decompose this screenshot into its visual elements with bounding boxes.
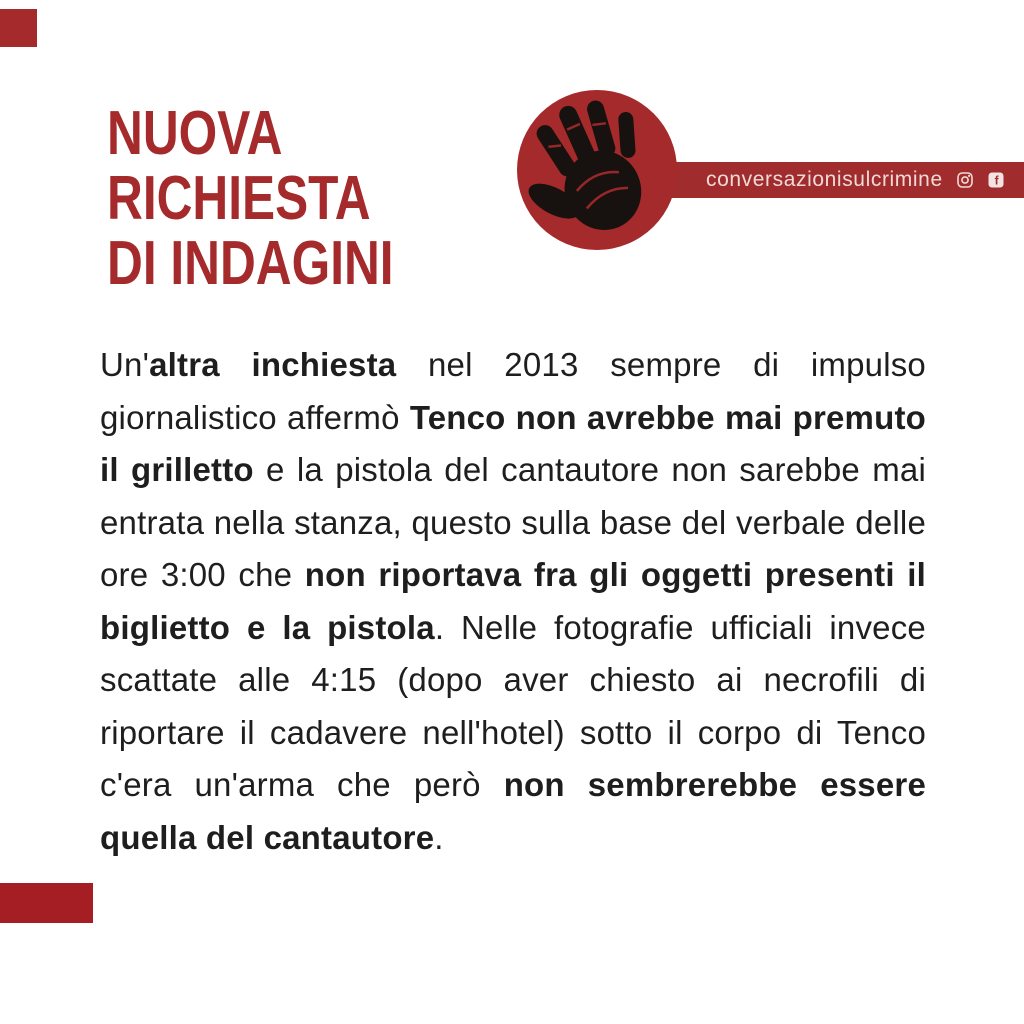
paragraph-segment: e la pistola del cantautore non sarebbe mai entrata nella stanza, questo sulla base del verbale delle ore 3:00 che	[100, 451, 926, 593]
page-title	[107, 101, 394, 296]
instagram-icon	[957, 172, 973, 188]
brand-handle: conversazionisulcrimine	[706, 168, 943, 191]
svg-text:f: f	[994, 173, 999, 188]
bottom-accent-bar	[0, 883, 93, 923]
body-paragraph	[100, 339, 926, 864]
page-title-line-2: RICHIESTA	[107, 164, 371, 233]
paragraph-bold-segment: non sembrerebbe essere quella del cantautore	[100, 766, 926, 856]
handprint-icon	[517, 90, 677, 250]
paragraph-segment: Un'	[100, 346, 150, 383]
paragraph-segment: .	[434, 818, 444, 856]
facebook-icon	[988, 172, 1004, 188]
corner-accent-square	[0, 9, 37, 47]
paragraph-segment: nel 2013 sempre di impulso giornalistico affermò	[100, 346, 926, 436]
hand-logo	[517, 90, 677, 250]
page-title-line-1: NUOVA	[107, 99, 283, 168]
paragraph-bold-segment: Tenco non avrebbe mai premuto il grilletto	[100, 398, 926, 488]
paragraph-segment: . Nelle fotografie ufficiali invece scattate alle 4:15 (dopo aver chiesto ai necrofili di riportare il cadavere nell'hotel) sotto il corpo di Tenco c'era un'arma che però	[100, 608, 926, 803]
social-icons	[957, 172, 1004, 188]
page-title-line-3: DI INDAGINI	[107, 229, 394, 298]
paragraph-bold-segment: altra inchiesta	[149, 346, 397, 383]
paragraph-bold-segment: non riportava fra gli oggetti presenti il biglietto e la pistola	[100, 556, 926, 646]
